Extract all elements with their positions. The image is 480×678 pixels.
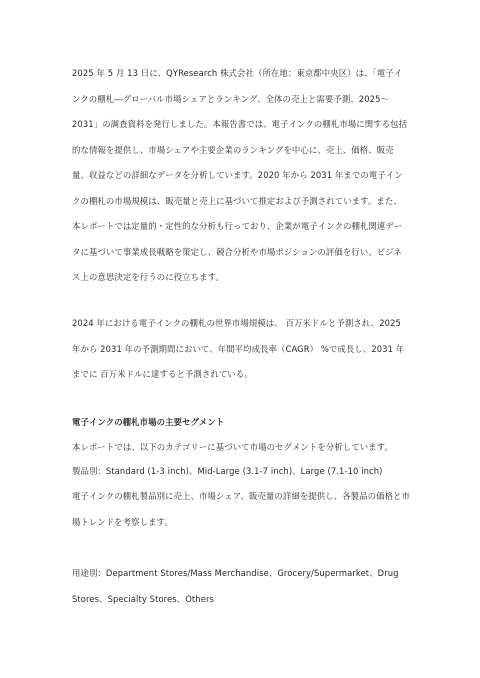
intro-paragraph: 2025 年 5 月 13 日に、QYResearch 株式会社（所在地：東京都中央区）は、「電子インクの棚札―グローバル市場シェアとランキング、全体の売上と需要予測、2025～2031」の調査資料を発行しました。本報告書では、電子インクの棚札市場に関する包括的な情報を提供し、市場シェアや主要企業のランキングを中心に、売上、価格、販売量、収益などの詳細なデータを分析しています。2020 年から 2031 年までの電子インクの棚札の市場規模は、販売量と売上に基づいて推定および予測されています。また、本レポートでは定量的・定性的な分析も行っており、企業が電子インクの棚札関連データに基づいて事業成長戦略を策定し、競合分析や市場ポジションの評価を行い、ビジネス上の意思決定を行うのに役立ちます。: [72, 68, 408, 282]
market-size-paragraph: 2024 年における電子インクの棚札の世界市場規模は、 百万米ドルと予測され、2025 年から 2031 年の予測期間において、年間平均成長率（CAGR） %で成長し、2031 年までに 百万米ドルに達すると予測されている。: [72, 318, 405, 379]
product-detail-paragraph: 電子インクの棚札製品別に売上、市場シェア、販売量の詳細を提供し、各製品の価格と市場トレンドを考察します。: [72, 491, 410, 527]
application-segment-paragraph: 用途別：Department Stores/Mass Merchandise、Grocery/Supermarket、Drug Stores、Specialty Stores、Others: [72, 568, 399, 604]
product-segment-line: 製品別：Standard (1-3 inch)、Mid-Large (3.1-7 inch)、Large (7.1-10 inch): [72, 466, 383, 476]
segment-intro: 本レポートでは、以下のカテゴリーに基づいて市場のセグメントを分析しています。: [72, 442, 393, 452]
segment-heading: 電子インクの棚札市場の主要セグメント: [72, 417, 225, 427]
